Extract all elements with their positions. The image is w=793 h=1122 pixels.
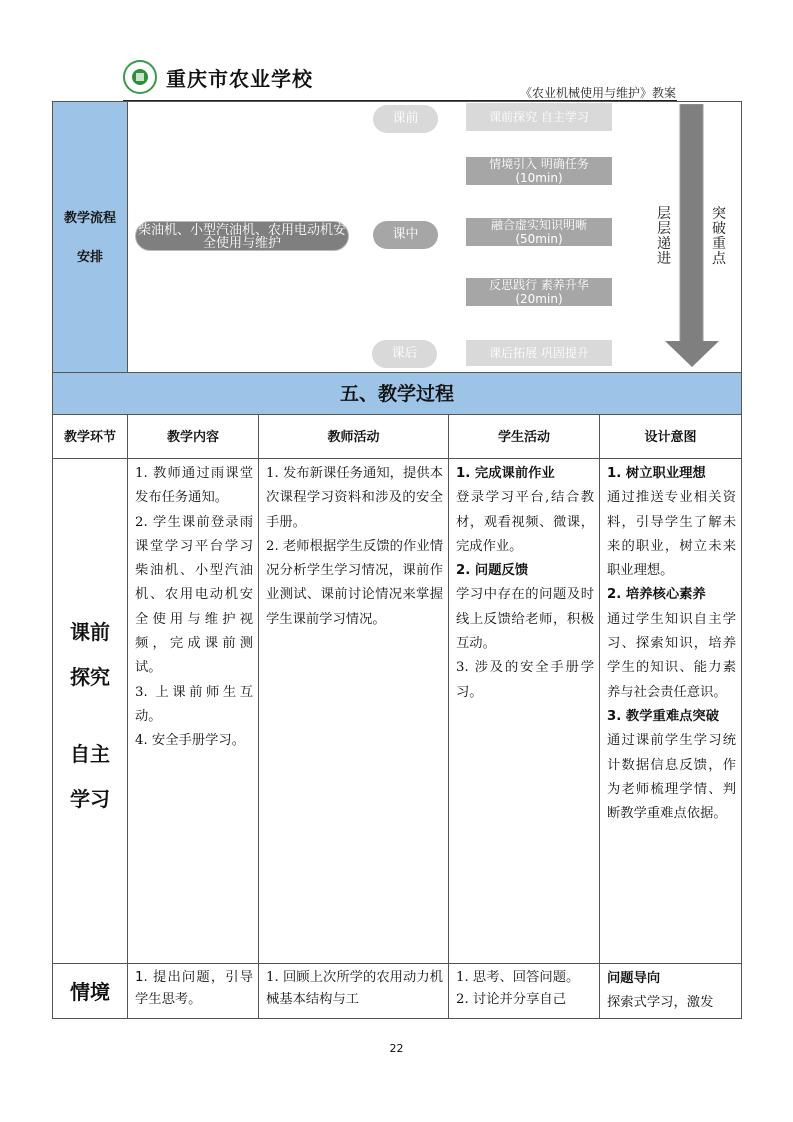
table-cell-content xyxy=(127,458,259,964)
teacher-item: 2. 老师根据学生反馈的作业情况分析学生学习情况，课前作业测试、课前讨论情况来掌握学生课前学习情况。 xyxy=(266,538,443,627)
table-cell-student xyxy=(448,963,600,1019)
section-title: 五、教学过程 xyxy=(52,372,742,415)
phase-label: 课前 xyxy=(392,111,419,126)
student-item-body: 学习中存在的问题及时线上反馈给老师，积极互动。 xyxy=(456,587,594,652)
step-text: 情境引入 明确任务 xyxy=(489,157,589,171)
student-item-title: 2. 问题反馈 xyxy=(456,563,529,579)
stage-line: 情境 xyxy=(70,980,110,1004)
table-cell-intent xyxy=(599,963,742,1019)
flow-label-cell xyxy=(52,101,128,373)
intent-item-title: 2. 培养核心素养 xyxy=(607,587,706,603)
column-header-content: 教学内容 xyxy=(127,414,259,459)
content-item: 4. 安全手册学习。 xyxy=(135,733,245,749)
table-row-stage-cell xyxy=(52,458,128,964)
step-duration: (50min) xyxy=(515,232,563,246)
stage-line: 学习 xyxy=(70,787,110,811)
table-cell-intent xyxy=(599,458,742,964)
phase-pill-after xyxy=(372,340,437,368)
phase-pill-during xyxy=(373,221,438,249)
step-box-situation xyxy=(466,157,612,185)
topic-text: 柴油机、小型汽油机、农用电动机安全使用与维护 xyxy=(137,223,346,251)
stage-line: 课前 xyxy=(70,620,110,644)
step-text: 课后拓展 巩固提升 xyxy=(489,346,589,360)
topic-pill xyxy=(135,221,349,251)
intent-item-title: 3. 教学重难点突破 xyxy=(607,708,720,724)
stage-line: 探究 xyxy=(70,665,110,689)
content-item: 1. 教师通过雨课堂发布任务通知。 xyxy=(135,466,253,506)
content-item: 3. 上课前师生互动。 xyxy=(135,684,253,724)
page-number: 22 xyxy=(389,1042,404,1055)
table-cell-content xyxy=(127,963,259,1019)
intent-item-body: 通过推送专业相关资料，引导学生了解未来的职业，树立未来职业理想。 xyxy=(607,490,736,579)
phase-label: 课中 xyxy=(392,227,419,242)
column-header-teacher: 教师活动 xyxy=(258,414,449,459)
table-cell-student xyxy=(448,458,600,964)
student-item-body: 2. 讨论并分享自己 xyxy=(456,992,566,1007)
phase-label: 课后 xyxy=(391,346,418,361)
student-item-body: 1. 思考、回答问题。 xyxy=(456,970,580,985)
student-item-body: 登录学习平台,结合教材，观看视频、微课，完成作业。 xyxy=(456,490,594,554)
table-row-stage-cell xyxy=(52,963,128,1019)
teacher-item: 1. 回顾上次所学的农用动力机械基本结构与工 xyxy=(266,970,443,1007)
step-box-pre-class xyxy=(466,103,612,131)
column-header-student: 学生活动 xyxy=(448,414,600,459)
step-text: 课前探究 自主学习 xyxy=(489,110,589,124)
flow-label-line2: 安排 xyxy=(76,250,103,265)
column-header-intent: 设计意图 xyxy=(599,414,742,459)
table-cell-teacher xyxy=(258,963,449,1019)
school-seal-icon xyxy=(132,69,148,85)
down-arrow-icon xyxy=(664,104,720,368)
column-header-stage: 教学环节 xyxy=(52,414,128,459)
breakthrough-label: 突破重点 xyxy=(712,206,726,267)
intent-item-title: 问题导向 xyxy=(607,971,661,986)
student-item-body: 3. 涉及的安全手册学习。 xyxy=(456,660,594,700)
flow-label-line1: 教学流程 xyxy=(63,211,116,226)
step-duration: (20min) xyxy=(515,292,563,306)
step-text: 反思践行 素养升华 xyxy=(489,278,589,292)
school-logo xyxy=(123,60,157,94)
step-box-knowledge xyxy=(466,218,612,246)
document-title: 《农业机械使用与维护》教案 xyxy=(520,86,677,100)
phase-pill-before xyxy=(373,105,438,133)
progression-label: 层层递进 xyxy=(657,206,671,267)
table-cell-teacher xyxy=(258,458,449,964)
step-box-post-class xyxy=(466,340,612,366)
content-item: 2. 学生课前登录雨课堂学习平台学习柴油机、小型汽油机、农用电动机安全使用与维护视频，完成课前测试。 xyxy=(135,514,253,676)
student-item-title: 1. 完成课前作业 xyxy=(456,466,555,481)
step-box-reflection xyxy=(466,278,612,306)
school-name: 重庆市农业学校 xyxy=(166,67,313,91)
intent-item-body: 通过课前学生学习统计数据信息反馈，作为老师梳理学情、判断教学重难点依据。 xyxy=(607,733,736,822)
content-item: 1. 提出问题，引导学生思考。 xyxy=(135,970,253,1007)
intent-item-title: 1. 树立职业理想 xyxy=(607,466,706,481)
step-duration: (10min) xyxy=(515,171,563,185)
step-text: 融合虚实知识明晰 xyxy=(490,218,587,232)
teacher-item: 1. 发布新课任务通知，提供本次课程学习资料和涉及的安全手册。 xyxy=(266,466,443,530)
intent-item-body: 探索式学习，激发 xyxy=(607,995,714,1010)
stage-line: 自主 xyxy=(70,742,110,766)
intent-item-body: 通过学生知识自主学习、探索知识，培养学生的知识、能力素养与社会责任意识。 xyxy=(607,611,736,700)
